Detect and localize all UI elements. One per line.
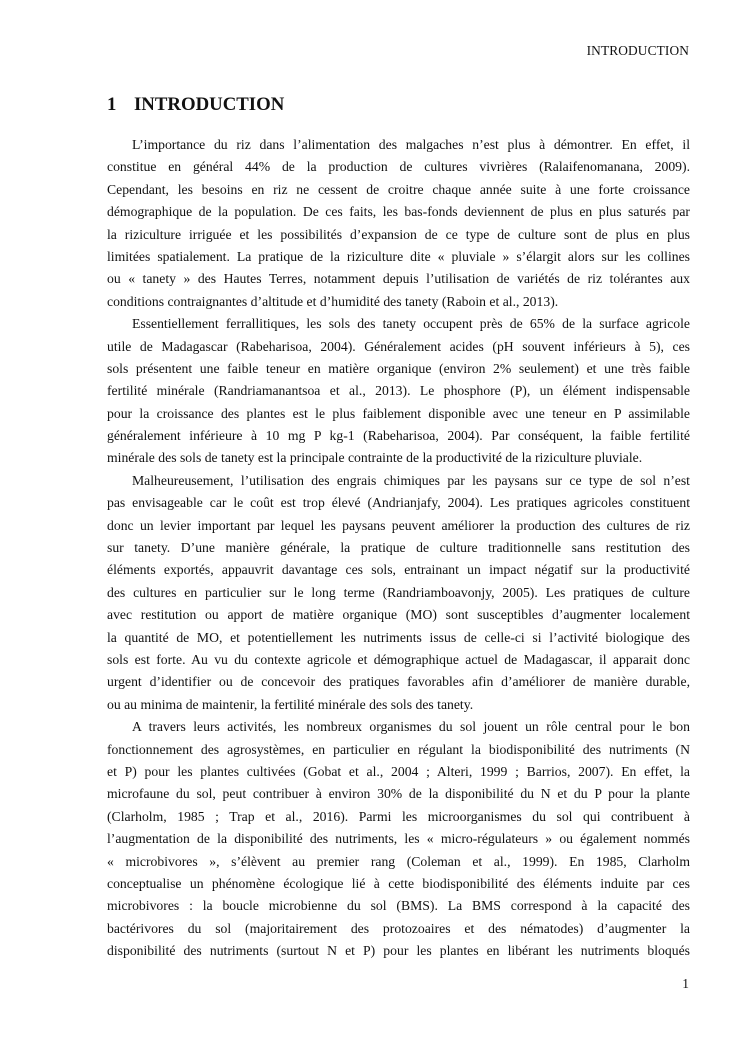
text-line: et P) pour les plantes cultivées (Gobat et al., 2004 ; Alteri, 1999 ; Barrios, 2007). En effet, la: [107, 763, 690, 779]
text-line: utile de Madagascar (Rabeharisoa, 2004). Généralement acides (pH souvent inférieurs à 5), ces: [107, 338, 690, 354]
section-number: 1: [107, 94, 117, 115]
text-line: pour la croissance des plantes est le plus faiblement disponible avec une teneur en P assimilable: [107, 405, 690, 421]
text-line: généralement inférieure à 10 mg P kg-1 (Rabeharisoa, 2004). Par conséquent, la faible fertilité: [107, 428, 690, 444]
text-line: ou au minima de maintenir, la fertilité minérale des sols des tanety.: [107, 696, 474, 712]
text-line: éléments exportés, appauvrit davantage ces sols, entrainant un impact négatif sur la productivité: [107, 562, 690, 578]
body-text: [107, 134, 690, 962]
text-line: microfaune du sol, peut contribuer à environ 30% de la disponibilité du N et du P pour la plante: [107, 786, 690, 802]
text-line: microbivores : la boucle microbienne du sol (BMS). La BMS correspond à la capacité des: [107, 898, 690, 914]
text-line: l’augmentation de la disponibilité des nutriments, les « micro-régulateurs » ou également nommés: [107, 831, 690, 847]
text-line: la quantité de MO, et potentiellement les nutriments issus de celle-ci si l’activité biologique des: [107, 629, 690, 645]
text-line: Cependant, les besoins en riz ne cessent de croitre chaque année suite à une forte croissance: [107, 181, 690, 197]
text-line: A travers leurs activités, les nombreux organismes du sol jouent un rôle central pour le bon: [132, 719, 690, 735]
running-header: INTRODUCTION: [586, 43, 689, 58]
text-line: (Clarholm, 1985 ; Trap et al., 2016). Parmi les microorganismes du sol qui contribuent à: [107, 808, 690, 824]
text-line: « microbivores », s’élèvent au premier rang (Coleman et al., 1999). En 1985, Clarholm: [107, 853, 690, 869]
text-line: L’importance du riz dans l’alimentation des malgaches n’est plus à démontrer. En effet, il: [132, 137, 690, 152]
text-line: fertilité minérale (Randriamanantsoa et al., 2013). Le phosphore (P), un élément indispensable: [107, 383, 690, 399]
text-line: fonctionnement des agrosystèmes, en particulier en régulant la biodisponibilité des nutriments (N: [107, 741, 690, 757]
text-line: Malheureusement, l’utilisation des engrais chimiques par les paysans sur ce type de sol n’est: [132, 472, 690, 488]
page-number: 1: [682, 976, 689, 991]
section-title: INTRODUCTION: [134, 94, 285, 115]
text-line: sols est forte. Au vu du contexte agricole et démographique actuel de Madagascar, il apparait donc: [107, 651, 690, 667]
text-line: des cultures en particulier sur le long terme (Randriamboavonjy, 2005). Les pratiques de culture: [107, 584, 690, 600]
text-line: conditions contraignantes d’altitude et d’humidité des tanety (Raboin et al., 2013).: [107, 293, 559, 309]
text-line: minérale des sols de tanety est la principale contrainte de la productivité de la riziculture pluviale.: [107, 450, 643, 466]
text-line: urgent d’identifier ou de concevoir des pratiques favorables afin d’améliorer de manière durable,: [107, 674, 690, 690]
text-line: constitue en général 44% de la production de cultures vivrières (Ralaifenomanana, 2009).: [107, 159, 690, 175]
text-line: démographique de la population. De ces faits, les bas-fonds deviennent de plus en plus saturés par: [107, 204, 690, 220]
text-line: sur tanety. D’une manière générale, la pratique de culture traditionnelle sans restitution des: [107, 540, 690, 556]
text-line: conceptualise un phénomène écologique lié à cette biodisponibilité des éléments induite par ces: [107, 875, 690, 891]
text-line: donc un levier important par lequel les paysans peuvent améliorer la production des cultures de riz: [107, 517, 690, 533]
text-line: la riziculture irriguée et les possibilités d’expansion de ce type de culture sont de plus en plus: [107, 226, 690, 242]
text-line: limitées spatialement. La pratique de la riziculture dite « pluviale » s’élargit alors sur les collines: [107, 248, 690, 264]
text-line: Essentiellement ferrallitiques, les sols des tanety occupent près de 65% de la surface agricole: [132, 316, 690, 332]
text-line: disponibilité des nutriments (surtout N et P) pour les plantes en libérant les nutriments bloqués: [107, 943, 690, 959]
text-line: avec restitution ou apport de matière organique (MO) sont susceptibles d’augmenter localement: [107, 607, 690, 623]
text-line: ou « tanety » des Hautes Terres, notamment depuis l’utilisation de variétés de riz tolérantes aux: [107, 271, 690, 287]
text-line: pas envisageable car le coût est trop élevé (Andrianjafy, 2004). Les pratiques agricoles constituent: [107, 495, 690, 511]
text-line: sols présentent une faible teneur en matière organique (environ 2% seulement) et une très faible: [107, 360, 690, 376]
chapter-title: [107, 94, 284, 116]
text-line: bactérivores du sol (majoritairement des protozoaires et des nématodes) d’augmenter la: [107, 920, 690, 936]
